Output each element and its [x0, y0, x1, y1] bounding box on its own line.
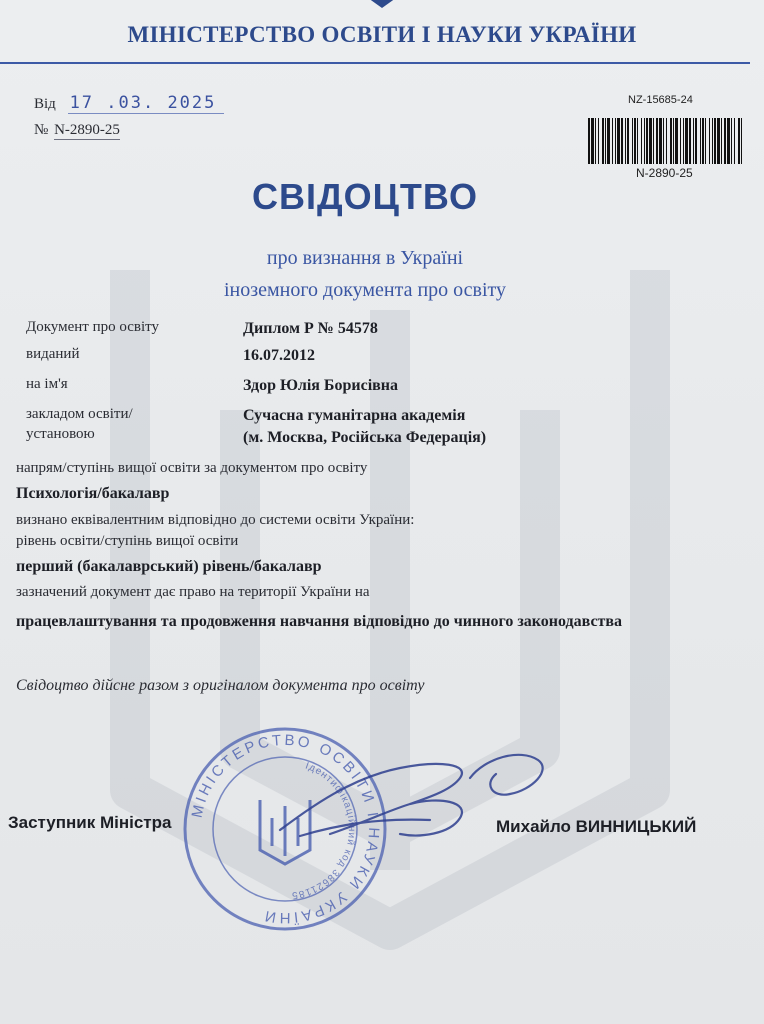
- institution-value-line-1: Сучасна гуманітарна академія: [243, 407, 466, 424]
- rights-value: працевлаштування та продовження навчання відповідно до чинного законодавства: [16, 613, 623, 630]
- date-value: 17 .03. 2025: [68, 93, 225, 114]
- number-value: N-2890-25: [54, 122, 120, 138]
- level-value: перший (бакалаврський) рівень/бакалавр: [16, 558, 322, 575]
- institution-label-line-2: установою: [26, 426, 95, 442]
- subtitle-line-2: іноземного документа про освіту: [223, 279, 507, 301]
- number-label: №: [34, 122, 49, 138]
- document-label: Документ про освіту: [26, 319, 160, 335]
- registration-number-row: [34, 122, 120, 140]
- barcode-icon: [586, 118, 744, 164]
- emblem-tip-icon: [364, 0, 400, 10]
- date-label: Від: [34, 96, 56, 112]
- document-title: СВІДОЦТВО: [251, 176, 479, 217]
- ministry-header: МІНІСТЕРСТВО ОСВІТИ І НАУКИ УКРАЇНИ: [127, 22, 637, 47]
- barcode-top-code: NZ-15685-24: [628, 94, 693, 106]
- direction-value: Психологія/бакалавр: [16, 485, 170, 502]
- signer-name: Михайло ВИННИЦЬКИЙ: [496, 817, 697, 836]
- stamp-inner-text: Ідентифікаційний код 38621185: [290, 760, 358, 901]
- name-value: Здор Юлія Борисівна: [243, 377, 399, 394]
- barcode-bottom-code: N-2890-25: [636, 166, 693, 180]
- stamp-outer-text: МІНІСТЕРСТВО ОСВІТИ І НАУКИ УКРАЇНИ: [188, 731, 383, 927]
- header-divider: [0, 62, 750, 64]
- signer-title: Заступник Міністра: [8, 813, 172, 832]
- registration-date-row: [34, 93, 224, 114]
- direction-label: напрям/ступінь вищої освіти за документом про освіту: [16, 460, 368, 476]
- issued-label: виданий: [26, 346, 80, 362]
- subtitle-line-1: про визнання в Україні: [266, 247, 464, 269]
- issued-value: 16.07.2012: [243, 347, 315, 364]
- document-value: Диплом Р № 54578: [243, 320, 378, 337]
- level-label: рівень освіти/ступінь вищої освіти: [16, 533, 239, 549]
- institution-value-line-2: (м. Москва, Російська Федерація): [243, 429, 487, 446]
- validity-note: Свідоцтво дійсне разом з оригіналом документа про освіту: [16, 677, 425, 694]
- name-label: на ім'я: [26, 376, 68, 392]
- rights-text: зазначений документ дає право на території України на: [16, 584, 370, 600]
- equivalence-text: визнано еквівалентним відповідно до системи освіти України:: [16, 512, 415, 528]
- institution-label-line-1: закладом освіти/: [26, 406, 133, 422]
